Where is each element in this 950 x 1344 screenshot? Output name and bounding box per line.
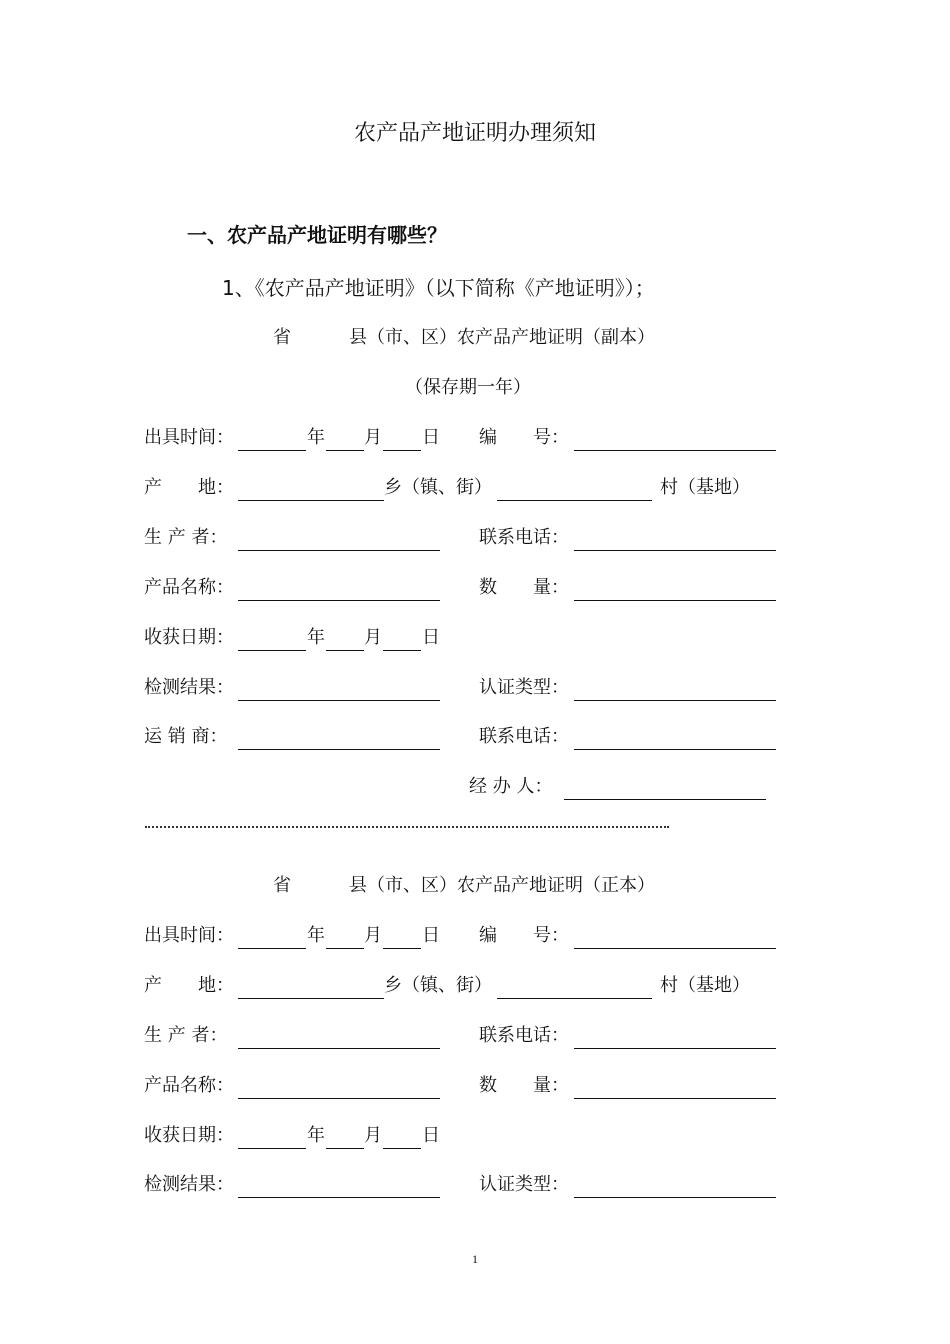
producer-field[interactable]: [238, 550, 440, 551]
village-field[interactable]: [497, 500, 652, 501]
issue-year-field[interactable]: [238, 450, 306, 451]
page-number: 1: [472, 1252, 478, 1266]
issue-year-field[interactable]: [238, 948, 306, 949]
village-label: 村（基地）: [660, 975, 750, 996]
producer-label: 生 产 者：: [144, 527, 228, 548]
product-name-label: 产品名称：: [144, 577, 234, 598]
month-label: 月: [364, 925, 382, 946]
month-label: 月: [364, 1125, 382, 1146]
year-label: 年: [307, 627, 325, 648]
issue-month-field[interactable]: [326, 450, 364, 451]
cert-type-label: 认证类型：: [479, 677, 569, 698]
issue-day-field[interactable]: [383, 450, 421, 451]
distributor-phone-field[interactable]: [574, 749, 776, 750]
test-result-label: 检测结果：: [144, 1174, 234, 1195]
producer-field[interactable]: [238, 1048, 440, 1049]
year-label: 年: [307, 1125, 325, 1146]
phone-field[interactable]: [574, 550, 776, 551]
harvest-year-field[interactable]: [238, 650, 306, 651]
issue-date-label: 出具时间：: [144, 427, 234, 448]
day-label: 日: [422, 925, 440, 946]
distributor-phone-label: 联系电话：: [479, 726, 569, 747]
page-title: 农产品产地证明办理须知: [353, 121, 596, 146]
handler-field[interactable]: [564, 799, 766, 800]
phone-field[interactable]: [574, 1048, 776, 1049]
township-label: 乡（镇、街）: [384, 975, 492, 996]
month-label: 月: [364, 627, 382, 648]
township-field[interactable]: [238, 998, 384, 999]
cert-type-field[interactable]: [574, 1197, 776, 1198]
test-result-field[interactable]: [238, 1197, 440, 1198]
issue-date-label: 出具时间：: [144, 925, 234, 946]
township-label: 乡（镇、街）: [384, 477, 492, 498]
month-label: 月: [364, 427, 382, 448]
day-label: 日: [422, 1125, 440, 1146]
harvest-year-field[interactable]: [238, 1148, 306, 1149]
quantity-field[interactable]: [574, 600, 776, 601]
year-label: 年: [307, 925, 325, 946]
test-result-field[interactable]: [238, 700, 440, 701]
harvest-day-field[interactable]: [383, 1148, 421, 1149]
serial-field[interactable]: [574, 450, 776, 451]
producer-label: 生 产 者：: [144, 1025, 228, 1046]
serial-field[interactable]: [574, 948, 776, 949]
origin-label: 产 地：: [144, 477, 234, 498]
province-label: 省: [273, 327, 291, 348]
township-field[interactable]: [238, 500, 384, 501]
day-label: 日: [422, 427, 440, 448]
village-label: 村（基地）: [660, 477, 750, 498]
harvest-date-label: 收获日期：: [144, 627, 234, 648]
cert-type-field[interactable]: [574, 700, 776, 701]
list-item-1: 1、《农产品产地证明》（以下简称《产地证明》）；: [222, 276, 655, 300]
retention-note: （保存期一年）: [405, 377, 531, 398]
harvest-month-field[interactable]: [326, 650, 364, 651]
test-result-label: 检测结果：: [144, 677, 234, 698]
issue-day-field[interactable]: [383, 948, 421, 949]
quantity-label: 数 量：: [479, 577, 569, 598]
section-heading: 一、农产品产地证明有哪些？: [187, 223, 447, 247]
day-label: 日: [422, 627, 440, 648]
province-label: 省: [273, 875, 291, 896]
product-name-field[interactable]: [238, 600, 440, 601]
phone-label: 联系电话：: [479, 527, 569, 548]
form-heading: 县（市、区）农产品产地证明（副本）: [349, 327, 655, 348]
harvest-date-label: 收获日期：: [144, 1125, 234, 1146]
phone-label: 联系电话：: [479, 1025, 569, 1046]
issue-month-field[interactable]: [326, 948, 364, 949]
quantity-field[interactable]: [574, 1098, 776, 1099]
form-heading: 县（市、区）农产品产地证明（正本）: [349, 875, 655, 896]
harvest-day-field[interactable]: [383, 650, 421, 651]
serial-label: 编 号：: [479, 427, 569, 448]
distributor-label: 运 销 商：: [144, 726, 228, 747]
harvest-month-field[interactable]: [326, 1148, 364, 1149]
handler-label: 经 办 人：: [469, 776, 553, 797]
product-name-label: 产品名称：: [144, 1075, 234, 1096]
product-name-field[interactable]: [238, 1098, 440, 1099]
distributor-field[interactable]: [238, 749, 440, 750]
cut-line-divider: [145, 826, 669, 828]
cert-type-label: 认证类型：: [479, 1174, 569, 1195]
origin-label: 产 地：: [144, 975, 234, 996]
quantity-label: 数 量：: [479, 1075, 569, 1096]
village-field[interactable]: [497, 998, 652, 999]
serial-label: 编 号：: [479, 925, 569, 946]
year-label: 年: [307, 427, 325, 448]
